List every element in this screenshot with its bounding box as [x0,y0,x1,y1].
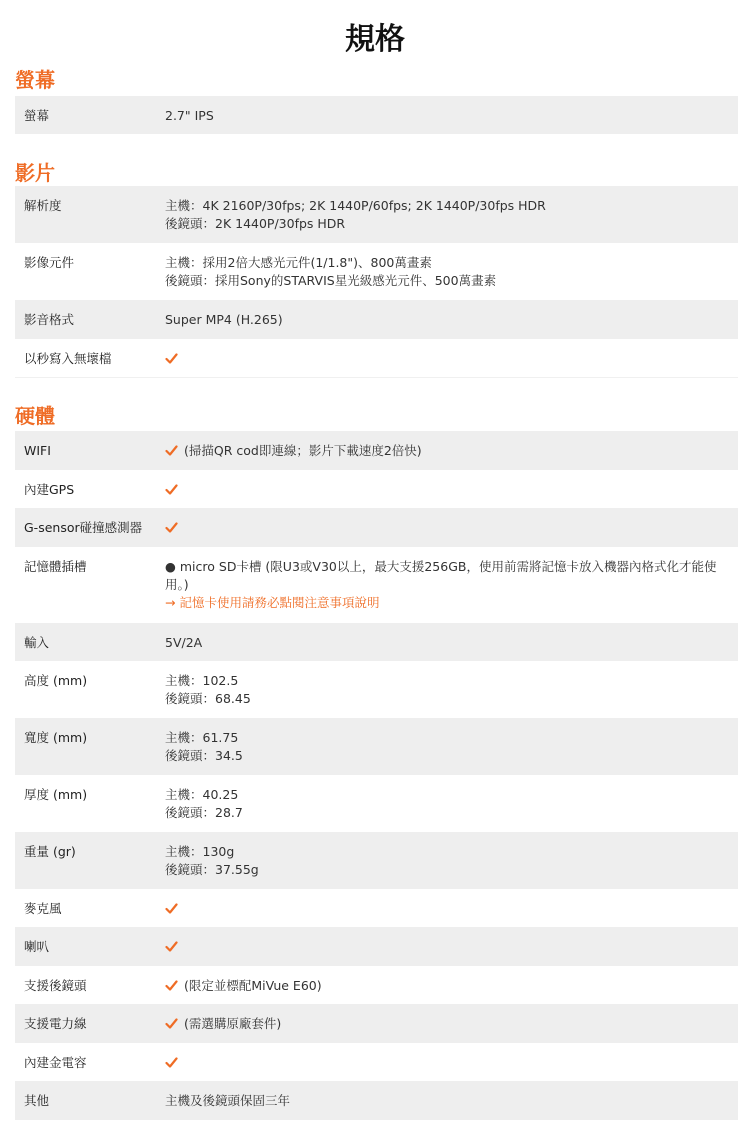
spec-label: 以秒寫入無壞檔 [24,351,112,366]
spec-value: 主機及後鏡頭保固三年 [165,1093,291,1108]
section-title-screen: 螢幕 [15,68,55,92]
check-icon [165,352,178,365]
spec-row-wifi [15,431,738,470]
spec-value-rear: 後鏡頭：採用Sony的STARVIS星光級感光元件、500萬畫素 [165,273,497,288]
spec-row-resolution [15,186,738,243]
check-icon [165,483,178,496]
spec-row-supercapacitor [15,1043,738,1081]
spec-value-main: 主機：61.75 [165,730,239,745]
spec-label: 內建金電容 [24,1055,87,1070]
spec-row-weight [15,832,738,889]
spec-label: 喇叭 [24,939,50,954]
spec-row-speaker [15,927,738,966]
spec-value [165,254,726,290]
spec-value: 2.7" IPS [165,108,214,123]
spec-label: 記憶體插槽 [24,559,87,574]
spec-label: 麥克風 [24,901,62,916]
spec-note: (需選購原廠套件) [184,1016,282,1031]
spec-value-main: 主機：130g [165,844,235,859]
spec-row-format [15,300,738,339]
spec-row-thickness [15,775,738,832]
spec-row-gsensor [15,508,738,547]
check-icon [165,979,178,992]
spec-label: WIFI [24,443,51,458]
spec-row-power-cable [15,1004,738,1043]
section-title-video: 影片 [15,161,55,185]
spec-label: 影音格式 [24,312,75,327]
check-icon [165,1056,178,1069]
spec-row-sensor [15,243,738,300]
check-icon [165,1017,178,1030]
check-icon [165,444,178,457]
spec-label: 影像元件 [24,255,75,270]
spec-row-height [15,661,738,718]
spec-row-screen [15,96,738,134]
spec-label: 其他 [24,1093,50,1108]
spec-label: 支援後鏡頭 [24,978,87,993]
check-icon [165,902,178,915]
spec-label: 高度 (mm) [24,673,88,688]
spec-row-microphone [15,889,738,927]
spec-label: G-sensor碰撞感測器 [24,520,143,535]
spec-row-gps [15,470,738,508]
spec-label: 寬度 (mm) [24,730,88,745]
spec-row-memory-slot [15,547,738,623]
check-icon [165,521,178,534]
spec-label: 螢幕 [24,108,50,123]
page-title: 規格 [345,22,405,57]
spec-value-main: 主機：採用2倍大感光元件(1/1.8")、800萬畫素 [165,255,432,270]
spec-row-rear-camera [15,966,738,1004]
spec-value: ● micro SD卡槽 (限U3或V30以上，最大支援256GB，使用前需將記憶卡放入機器內格式化才能使用。) [165,559,717,592]
spec-label: 重量 (gr) [24,844,76,859]
spec-value: Super MP4 (H.265) [165,312,283,327]
spec-note: (限定並標配MiVue E60) [184,978,322,993]
section-title-hardware: 硬體 [15,404,55,428]
spec-value-main: 主機：102.5 [165,673,239,688]
spec-row-input [15,623,738,661]
spec-row-other [15,1081,738,1120]
spec-label: 內建GPS [24,482,75,497]
spec-value-rear: 後鏡頭：37.55g [165,862,259,877]
spec-value-rear: 後鏡頭：2K 1440P/30fps HDR [165,216,346,231]
spec-value: 5V/2A [165,635,203,650]
spec-label: 解析度 [24,198,62,213]
spec-label: 厚度 (mm) [24,787,88,802]
spec-value-main: 主機：4K 2160P/30fps; 2K 1440P/60fps; 2K 1440P/30fps HDR [165,198,546,213]
spec-row-bad-file [15,339,738,378]
spec-value-main: 主機：40.25 [165,787,239,802]
check-icon [165,940,178,953]
spec-value [165,197,726,233]
spec-label: 輸入 [24,635,50,650]
spec-value-rear: 後鏡頭：34.5 [165,748,243,763]
spec-row-width [15,718,738,775]
memory-card-notice-link[interactable]: → 記憶卡使用請務必點閱注意事項說明 [165,595,380,610]
spec-value-rear: 後鏡頭：68.45 [165,691,251,706]
spec-note: (掃描QR cod即連線；影片下載速度2倍快) [184,443,422,458]
spec-label: 支援電力線 [24,1016,87,1031]
spec-value-rear: 後鏡頭：28.7 [165,805,243,820]
